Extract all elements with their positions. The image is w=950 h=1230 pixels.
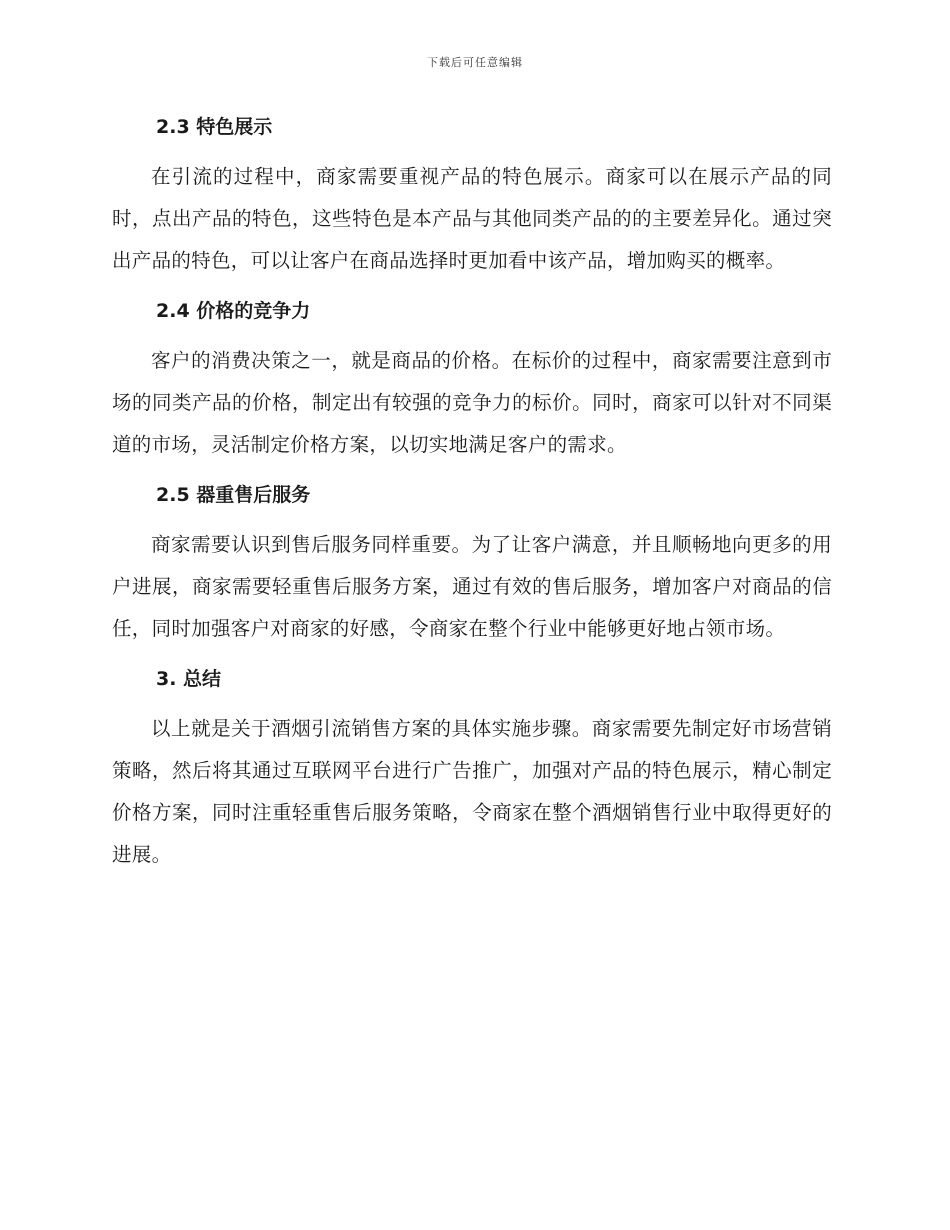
section-2-3	[112, 108, 832, 282]
section-heading: 2.5 器重售后服务	[156, 484, 311, 506]
section-paragraph: 客户的消费决策之一，就是商品的价格。在标价的过程中，商家需要注意到市场的同类产品的价格，制定出有较强的竞争力的标价。同时，商家可以针对不同渠道的市场，灵活制定价格方案，以切实地满足客户的需求。	[112, 349, 832, 456]
section-paragraph: 商家需要认识到售后服务同样重要。为了让客户满意，并且顺畅地向更多的用户进展，商家需要轻重售后服务方案，通过有效的售后服务，增加客户对商品的信任，同时加强客户对商家的好感，令商家在整个行业中能够更好地占领市场。	[112, 533, 832, 640]
page-header-note: 下载后可任意编辑	[427, 56, 523, 69]
section-paragraph: 在引流的过程中，商家需要重视产品的特色展示。商家可以在展示产品的同时，点出产品的特色，这些特色是本产品与其他同类产品的的主要差异化。通过突出产品的特色，可以让客户在商品选择时更加看中该产品，增加购买的概率。	[112, 165, 832, 272]
document-body	[112, 108, 832, 886]
section-paragraph: 以上就是关于酒烟引流销售方案的具体实施步骤。商家需要先制定好市场营销策略，然后将其通过互联网平台进行广告推广，加强对产品的特色展示，精心制定价格方案，同时注重轻重售后服务策略，令商家在整个酒烟销售行业中取得更好的进展。	[112, 717, 832, 866]
section-2-4	[112, 292, 832, 466]
section-heading: 2.4 价格的竞争力	[156, 300, 311, 322]
section-heading: 2.3 特色展示	[156, 116, 273, 138]
section-heading: 3. 总结	[156, 668, 222, 690]
section-3	[112, 660, 832, 876]
section-2-5	[112, 476, 832, 650]
